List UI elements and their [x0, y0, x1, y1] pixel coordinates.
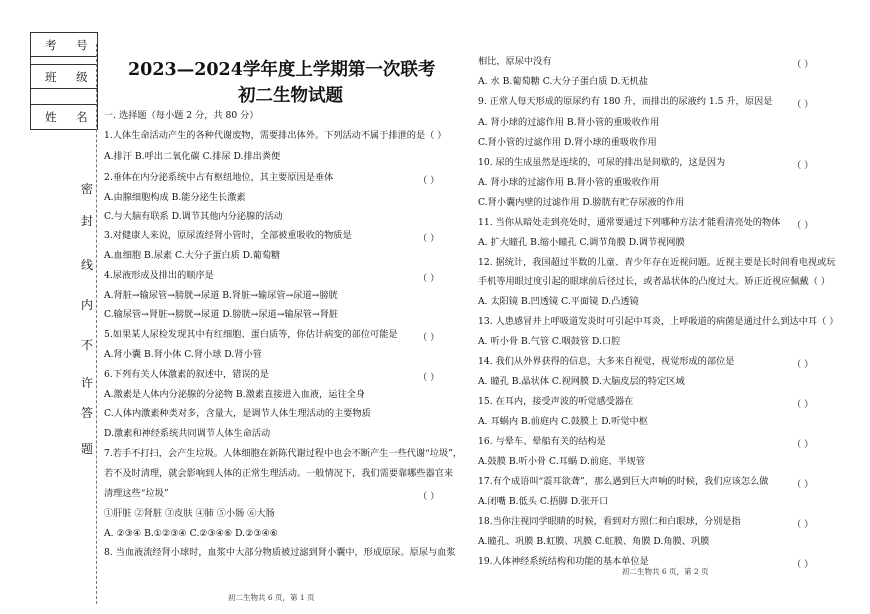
seal-line [96, 44, 97, 604]
question-line: 1.人体生命活动产生的各种代谢废物，需要排出体外。下列活动不属于排泄的是（ ） [104, 130, 447, 141]
option-line: A. 肾小球的过滤作用 B.肾小管的重吸收作用 [478, 177, 660, 188]
seal-char: 密 [81, 182, 94, 196]
question-line: 17.有个成语叫“震耳欲聋”，那么遇到巨大声响的时候，我们应该怎么做 [478, 476, 769, 487]
answer-blank[interactable]: （ ） [418, 332, 440, 343]
answer-blank[interactable]: （ ） [792, 59, 814, 70]
question-line: 8. 当血液流经肾小球时，血浆中大部分物质被过滤到肾小囊中，形成原尿。原尿与血浆 [104, 547, 456, 558]
option-line: A.闭嘴 B.低头 C.捂脚 D.张开口 [478, 496, 609, 507]
option-line: A. ②③④ B.①②③④ C.②③④⑥ D.②③④⑥ [104, 528, 279, 539]
answer-blank[interactable]: （ ） [792, 359, 814, 370]
option-line: D.激素和神经系统共同调节人体生命活动 [104, 428, 271, 439]
question-line: 3.对健康人来说，原尿流经肾小管时，全部被重吸收的物质是 [104, 230, 352, 241]
question-line: 若不及时清理，就会影响到人体的正常生理活动。一般情况下，我们需要靠哪些器官来 [104, 468, 454, 479]
answer-blank[interactable]: （ ） [418, 233, 440, 244]
option-line: A. 耳蜗内 B.前庭内 C.鼓膜上 D.听觉中枢 [478, 416, 648, 427]
student-info-box [30, 32, 98, 130]
option-line: A. 太阳镜 B.凹透镜 C.平面镜 D.凸透镜 [478, 296, 639, 307]
answer-blank[interactable]: （ ） [418, 273, 440, 284]
question-line: 9. 正常人每天形成的原尿约有 180 升，而排出的尿液约 1.5 升，原因是 [478, 96, 773, 107]
option-line: A.激素是人体内分泌腺的分泌物 B.激素直接进入血液，运往全身 [104, 389, 366, 400]
seal-char: 不 [81, 338, 94, 352]
name-field[interactable] [31, 105, 97, 129]
question-line: 10. 尿的生成虽然是连续的，可尿的排出是间歇的，这是因为 [478, 157, 726, 168]
option-line: C.输尿管→肾脏→膀胱→尿道 D.膀胱→尿道→输尿管→肾脏 [104, 309, 339, 320]
info-spacer [31, 57, 97, 65]
option-line: A.由腺细胞构成 B.能分泌生长激素 [104, 192, 246, 203]
option-line: A.肾脏→输尿管→膀胱→尿道 B.肾脏→输尿管→尿道→膀胱 [104, 290, 338, 301]
option-line: A. 听小骨 B.气管 C.咽鼓管 D.口腔 [478, 336, 621, 347]
question-line: 6.下列有关人体激素的叙述中，错误的是 [104, 369, 269, 380]
option-line: C.与大脑有联系 D.调节其他内分泌腺的活动 [104, 211, 283, 222]
answer-blank[interactable]: （ ） [792, 439, 814, 450]
question-line: 7.若手不打扫，会产生垃圾。人体细胞在新陈代谢过程中也会不断产生一些代谢“垃圾”， [104, 448, 463, 459]
question-line: 14. 我们从外界获得的信息，大多来自视觉，视觉形成的部位是 [478, 356, 735, 367]
option-line: A.排汗 B.呼出二氧化碳 C.排尿 D.排出粪便 [104, 151, 281, 162]
option-line: A.鼓膜 B.听小骨 C.耳蜗 D.前庭、半规管 [478, 456, 646, 467]
question-line: 13. 人患感冒并上呼吸道发炎时可引起中耳炎，上呼吸道的病菌是通过什么到达中耳（ ） [478, 316, 839, 327]
option-line: A. 水 B.葡萄糖 C.大分子蛋白质 D.无机盐 [478, 76, 648, 87]
section-heading: 一. 选择题（每小题 2 分，共 80 分） [104, 110, 259, 121]
option-line: A. 扩大瞳孔 B.缩小瞳孔 C.调节角膜 D.调节视网膜 [478, 237, 685, 248]
answer-blank[interactable]: （ ） [792, 160, 814, 171]
question-line: 11. 当你从暗处走到亮处时，通常要通过下列哪种方法才能看清亮处的物体 [478, 217, 781, 228]
answer-blank[interactable]: （ ） [792, 99, 814, 110]
question-line: 18.当你注视同学眼睛的时候，看到对方照仁和白眼球，分别是指 [478, 516, 741, 527]
question-line: 手机等用眼过度引起的眼球前后径过长，或者晶状体的凸度过大。矫正近视应佩戴（ ） [478, 276, 831, 287]
seal-char: 封 [81, 214, 94, 228]
seal-char: 内 [81, 298, 94, 312]
option-line: A.肾小囊 B.肾小体 C.肾小球 D.肾小管 [104, 349, 262, 360]
seal-char: 线 [81, 258, 94, 272]
answer-blank[interactable]: （ ） [792, 559, 814, 570]
option-line: A. 肾小球的过滤作用 B.肾小管的重吸收作用 [478, 117, 660, 128]
question-line: 5.如果某人尿检发现其中有红细胞、蛋白质等，你估计病变的部位可能是 [104, 329, 398, 340]
page-footer: 初二生物共 6 页，第 2 页 [622, 567, 709, 576]
answer-blank[interactable]: （ ） [418, 175, 440, 186]
page-footer: 初二生物共 6 页，第 1 页 [228, 593, 315, 602]
option-line: C.肾小囊内壁的过滤作用 D.膀胱有贮存尿液的作用 [478, 197, 685, 208]
question-line: 16. 与晕车、晕船有关的结构是 [478, 436, 606, 447]
question-line: 4.尿液形成及排出的顺序是 [104, 270, 214, 281]
info-spacer [31, 89, 97, 105]
option-line: A.瞳孔、巩膜 B.虹膜、巩膜 C.虹膜、角膜 D.角膜、巩膜 [478, 536, 710, 547]
exam-number-label: 考 号 [45, 38, 96, 52]
question-line: 清理这些“垃圾” [104, 488, 169, 499]
option-line: ①肝脏 ②肾脏 ③皮肤 ④肺 ⑤小肠 ⑥大肠 [104, 508, 275, 519]
option-line: C.肾小管的过滤作用 D.肾小球的重吸收作用 [478, 137, 657, 148]
question-line: 15. 在耳内，接受声波的听觉感受器在 [478, 396, 634, 407]
seal-char: 许 [81, 376, 94, 390]
answer-blank[interactable]: （ ） [418, 491, 440, 502]
option-line: C.人体内激素种类对多，含量大，是调节人体生理活动的主要物质 [104, 408, 371, 419]
exam-number-field[interactable] [31, 33, 97, 57]
question-line: 2.垂体在内分泌系统中占有枢纽地位，其主要原因是垂体 [104, 172, 334, 183]
exam-subtitle: 初二生物试题 [238, 86, 343, 106]
answer-blank[interactable]: （ ） [792, 519, 814, 530]
name-label: 姓 名 [45, 110, 96, 124]
seal-char: 题 [81, 442, 94, 456]
answer-blank[interactable]: （ ） [792, 479, 814, 490]
question-line: 相比，原尿中没有 [478, 56, 552, 67]
class-label: 班 级 [45, 70, 96, 84]
question-line: 12. 据统计，我国超过半数的儿童、青少年存在近视问题。近视主要是长时间看电视或玩 [478, 257, 836, 268]
answer-blank[interactable]: （ ） [792, 399, 814, 410]
answer-blank[interactable]: （ ） [418, 372, 440, 383]
exam-title: 2023—2024学年度上学期第一次联考 [128, 60, 436, 80]
answer-blank[interactable]: （ ） [792, 220, 814, 231]
class-field[interactable] [31, 65, 97, 89]
seal-char: 答 [81, 406, 94, 420]
option-line: A. 瞳孔 B.晶状体 C.视网膜 D.大脑皮层的特定区域 [478, 376, 685, 387]
question-line: 19.人体神经系统结构和功能的基本单位是 [478, 556, 649, 567]
option-line: A.血细胞 B.尿素 C.大分子蛋白质 D.葡萄糖 [104, 250, 281, 261]
